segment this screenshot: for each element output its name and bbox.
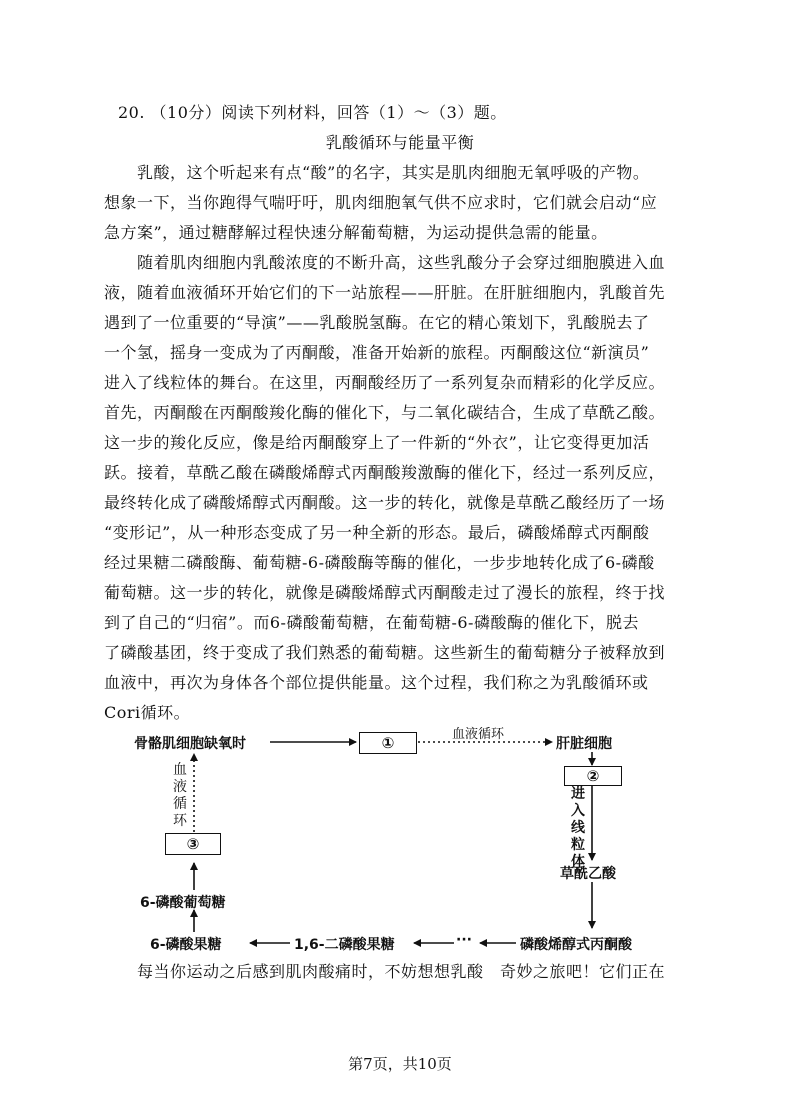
article-title: 乳酸循环与能量平衡 xyxy=(325,133,475,152)
paragraph-line: 跃。接着，草酰乙酸在磷酸烯醇式丙酮酸羧激酶的催化下，经过一系列反应， xyxy=(104,463,666,482)
paragraph-line: 经过果糖二磷酸酶、葡萄糖-6-磷酸酶等酶的催化，一步步地转化成了6-磷酸 xyxy=(104,553,655,572)
paragraph-line: 遇到了一位重要的“导演”——乳酸脱氢酶。在它的精心策划下，乳酸脱去了 xyxy=(104,313,650,332)
diagram-arrows xyxy=(0,720,800,960)
paragraph-line: 进入了线粒体的舞台。在这里，丙酮酸经历了一系列复杂而精彩的化学反应。 xyxy=(104,373,666,392)
enter-mitochondria-label: 进入线粒体 xyxy=(571,786,585,870)
paragraph-line-after-diagram: 每当你运动之后感到肌肉酸痛时，不妨想想乳酸 奇妙之旅吧！它们正在 xyxy=(104,962,666,981)
blank-box-3: ③ xyxy=(165,833,221,855)
oxaloacetate-label: 草酰乙酸 xyxy=(560,866,616,882)
blood-circulation-top-label: 血液循环 xyxy=(452,727,505,742)
paragraph-line: 血液中，再次为身体各个部位提供能量。这个过程，我们称之为乳酸循环或 xyxy=(104,673,649,692)
muscle-cell-label: 骨骼肌细胞缺氧时 xyxy=(134,736,246,752)
liver-cell-label: 肝脏细胞 xyxy=(556,736,612,752)
paragraph-line: 了磷酸基团，终于变成了我们熟悉的葡萄糖。这些新生的葡萄糖分子被释放到 xyxy=(104,643,666,662)
paragraph-line: 随着肌肉细胞内乳酸浓度的不断升高，这些乳酸分子会穿过细胞膜进入血 xyxy=(104,253,666,272)
pep-label: 磷酸烯醇式丙酮酸 xyxy=(520,937,632,953)
paragraph-line: Cori循环。 xyxy=(104,703,191,722)
f16bp-label: 1,6-二磷酸果糖 xyxy=(294,937,395,953)
question-header: 20. （10分）阅读下列材料，回答（1）～（3）题。 xyxy=(118,103,507,122)
blank-box-2: ② xyxy=(564,766,622,786)
dots-label: ··· xyxy=(456,932,472,948)
blood-circulation-left-label: 血液循环 xyxy=(173,762,187,829)
paragraph-line: “变形记”，从一种形态变成了另一种全新的形态。最后，磷酸烯醇式丙酮酸 xyxy=(104,523,650,542)
blank-box-1: ① xyxy=(359,732,417,754)
paragraph-line: 这一步的羧化反应，像是给丙酮酸穿上了一件新的“外衣”，让它变得更加活 xyxy=(104,433,650,452)
paragraph-line: 乳酸，这个听起来有点“酸”的名字，其实是肌肉细胞无氧呼吸的产物。 xyxy=(104,163,650,182)
f6p-label: 6-磷酸果糖 xyxy=(150,937,222,953)
paragraph-line: 液，随着血液循环开始它们的下一站旅程——肝脏。在肝脏细胞内，乳酸首先 xyxy=(104,283,666,302)
paragraph-line: 急方案”，通过糖酵解过程快速分解葡萄糖，为运动提供急需的能量。 xyxy=(104,223,608,242)
page-footer: 第7页，共10页 xyxy=(348,1055,452,1073)
paragraph-line: 一个氢，摇身一变成为了丙酮酸，准备开始新的旅程。丙酮酸这位“新演员” xyxy=(104,343,650,362)
paragraph-line: 想象一下，当你跑得气喘吁吁，肌肉细胞氧气供不应求时，它们就会启动“应 xyxy=(104,193,658,212)
paragraph-line: 葡萄糖。这一步的转化，就像是磷酸烯醇式丙酮酸走过了漫长的旅程，终于找 xyxy=(104,583,666,602)
cori-cycle-diagram xyxy=(0,720,800,960)
g6p-label: 6-磷酸葡萄糖 xyxy=(140,895,226,911)
paragraph-line: 到了自己的“归宿”。而6-磷酸葡萄糖，在葡萄糖-6-磷酸酶的催化下，脱去 xyxy=(104,613,639,632)
paragraph-line: 最终转化成了磷酸烯醇式丙酮酸。这一步的转化，就像是草酰乙酸经历了一场 xyxy=(104,493,666,512)
paragraph-line: 首先，丙酮酸在丙酮酸羧化酶的催化下，与二氧化碳结合，生成了草酰乙酸。 xyxy=(104,403,666,422)
